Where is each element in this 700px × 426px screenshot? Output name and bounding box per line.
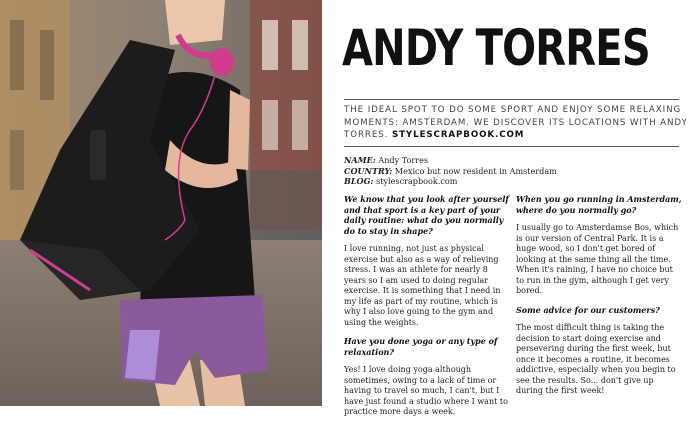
article bbox=[322, 0, 700, 416]
hero-photo bbox=[0, 0, 322, 406]
divider-bottom bbox=[344, 146, 679, 147]
meta-country: COUNTRY: Mexico but now resident in Amsterdam bbox=[344, 165, 557, 176]
meta-blog: BLOG: stylescrapbook.com bbox=[344, 176, 458, 186]
answer: I love running, not just as physical exercise but also as a way of relieving stress. I was an athlete for nearly 8 years so I am used to doing regular exercise. It is something that I need in my life as part of my routine, which is why I also love going to the gym and using the weights. bbox=[344, 244, 501, 327]
left-column bbox=[344, 194, 510, 426]
right-column bbox=[516, 194, 682, 405]
question: We know that you look after yourself and that sport is a key part of your daily routine: what do you normally do to stay in shape? bbox=[344, 194, 509, 236]
intro-site: STYLESCRAPBOOK.COM bbox=[391, 130, 525, 141]
question: Have you done yoga or any type of relaxation? bbox=[344, 336, 498, 357]
headline: ANDY TORRES bbox=[342, 19, 650, 77]
intro-body: THE IDEAL SPOT TO DO SOME SPORT AND ENJOY SOME RELAXING MOMENTS: AMSTERDAM. WE DISCOVER ITS LOCATIONS WITH ANDY TORRES. bbox=[344, 105, 688, 141]
answer: I usually go to Amsterdamse Bos, which is our version of Central Park. It is a huge wood, so I don't get bored of looking at the same thing all the time. When it's raining, I have no choice but to run in the gym, although I get very bored. bbox=[516, 223, 679, 295]
intro-text bbox=[344, 104, 694, 142]
answer: Yes! I love doing yoga although sometimes, owing to a lack of time or having to travel so much, I can't, but I have just found a studio where I want to practice more days a week. bbox=[344, 365, 508, 416]
question: Some advice for our customers? bbox=[516, 304, 660, 315]
phone-armband bbox=[90, 130, 106, 180]
answer: The most difficult thing is taking the decision to start doing exercise and persevering during the first week, but once it becomes a routine, it becomes addictive, especially when you begin to see the results. So... don't give up during the first week! bbox=[516, 323, 676, 395]
meta-name: NAME: Andy Torres bbox=[344, 155, 429, 165]
profile-meta bbox=[344, 155, 684, 187]
divider-top bbox=[344, 99, 679, 100]
runner-photo bbox=[0, 0, 322, 406]
question: When you go running in Amsterdam, where do you normally go? bbox=[516, 194, 682, 215]
